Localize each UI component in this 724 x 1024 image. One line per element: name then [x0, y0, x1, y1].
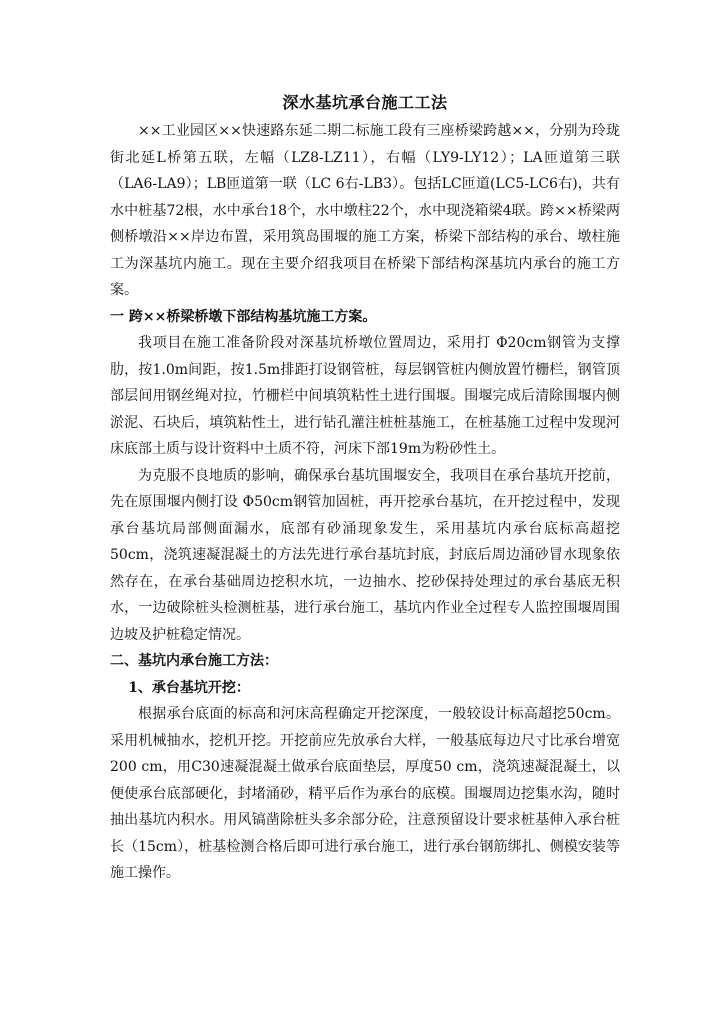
section-2-1-heading: 1、承台基坑开挖：	[128, 679, 250, 696]
section-1-paragraph-2: 为克服不良地质的影响，确保承台基坑围堰安全，我项目在承台基坑开挖前，先在原围堰内侧打设 Φ50cm钢管加固桩，再开挖承台基坑，在开挖过程中，发现承台基坑局部侧面漏水，底部有砂涌现象发生，采用基坑内承台底标高超挖50cm，浇筑速凝混凝土的方法先进行承台基坑封底，封底后周边涌砂冒水现象依然存在，在承台基础周边挖积水坑，一边抽水、挖砂保持处理过的承台基底无积水，一边破除桩头检测桩基，进行承台施工，基坑内作业全过程专人监控围堰周围边坡及护桩稳定情况。	[110, 467, 620, 643]
intro-paragraph: ××工业园区××快速路东延二期二标施工段有三座桥梁跨越××，分别为玲珑街北延L桥第五联，左幅（LZ8-LZ11），右幅（LY9-LY12）；LA匝道第三联（LA6-LA9）；LB匝道第一联（LC 6右-LB3）。包括LC匝道(LC5-LC6右)，共有水中桩基72根，水中承台18个，水中墩柱22个，水中现浇箱梁4联。跨××桥梁两侧桥墩沿××岸边布置，采用筑岛围堰的施工方案，桥梁下部结构的承台、墩柱施工为深基坑内施工。现在主要介绍我项目在桥梁下部结构深基坑内承台的施工方案。	[110, 123, 620, 298]
document-page	[110, 92, 620, 887]
document-title: 深水基坑承台施工工法	[282, 93, 448, 112]
section-1-heading: 一 跨××桥梁桥墩下部结构基坑施工方案。	[110, 308, 377, 325]
section-2-heading: 二、基坑内承台施工方法：	[110, 653, 278, 669]
section-2-1-paragraph: 根据承台底面的标高和河床高程确定开挖深度，一般较设计标高超挖50cm。采用机械抽水，挖机开挖。开挖前应先放承台大样，一般基底每边尺寸比承台增宽200 cm，用C30速凝混凝土做承台底面垫层，厚度50 cm，浇筑速凝混凝土，以便使承台底部硬化，封堵涌砂，精平后作为承台的底模。围堰周边挖集水沟，随时抽出基坑内积水。用风镐凿除桩头多余部分砼，注意预留设计要求桩基伸入承台桩长（15cm），桩基检测合格后即可进行承台施工，进行承台钢筋绑扎、侧模安装等施工操作。	[110, 706, 620, 881]
section-1-paragraph-1: 我项目在施工准备阶段对深基坑桥墩位置周边，采用打 Φ20cm钢管为支撑肋，按1.0m间距，按1.5m排距打设钢管桩，每层钢管桩内侧放置竹栅栏，钢管顶部层间用钢丝绳对拉，竹栅栏中间填筑粘性土进行围堰。围堰完成后清除围堰内侧淤泥、石块后，填筑粘性土，进行钻孔灌注桩桩基施工，在桩基施工过程中发现河床底部土质与设计资料中土质不符，河床下部19m为粉砂性土。	[110, 335, 620, 457]
